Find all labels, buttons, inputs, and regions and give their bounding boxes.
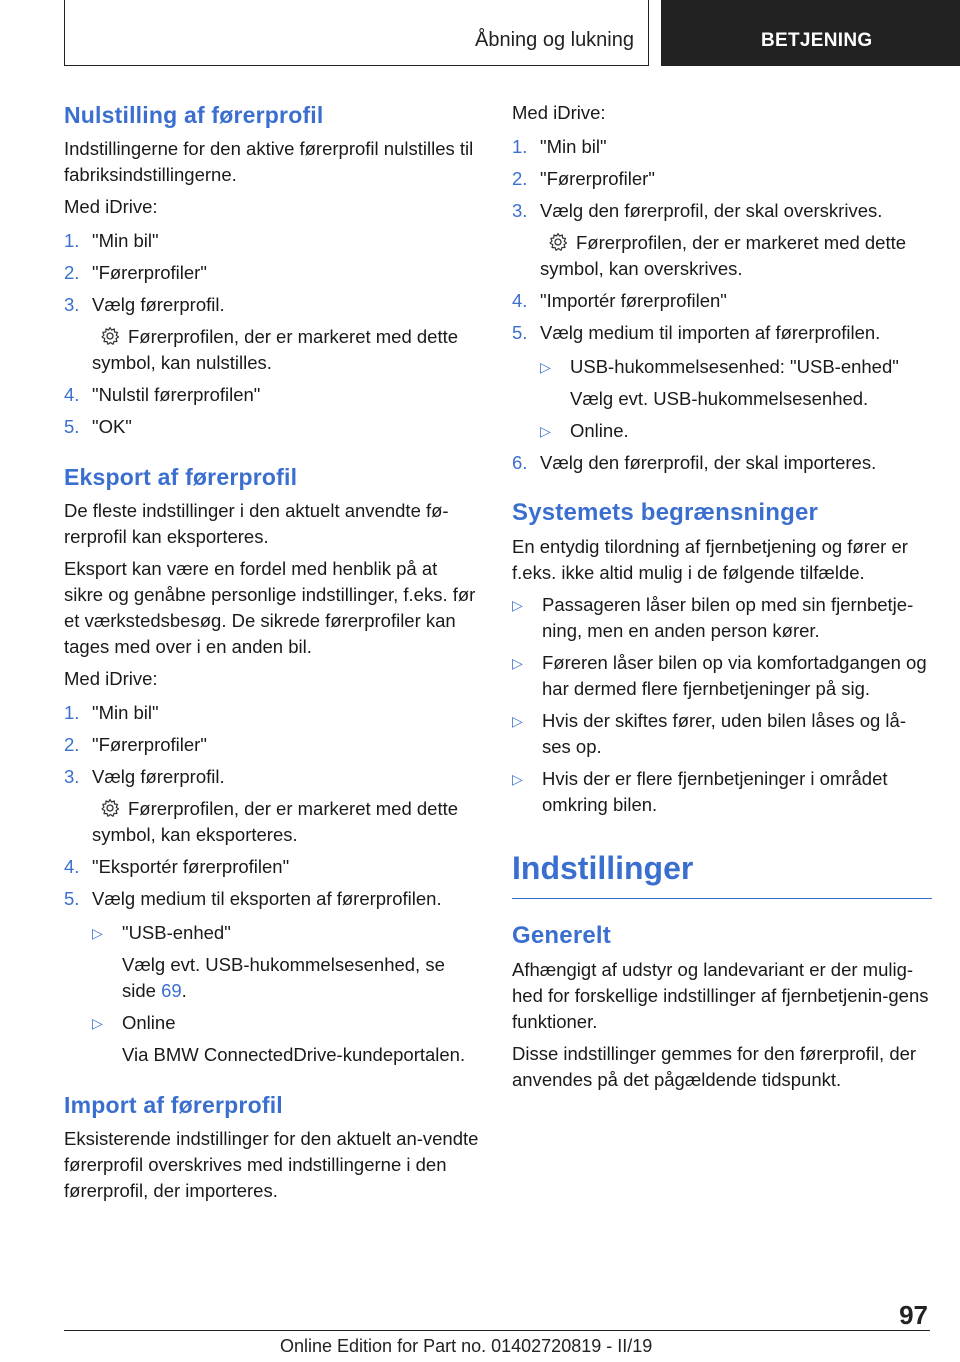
list-item: 3. Vælg førerprofil. xyxy=(64,766,225,787)
export-steps xyxy=(64,700,480,790)
export-idrive-label: Med iDrive: xyxy=(64,668,158,689)
export-note: Førerprofilen, der er markeret med dette symbol, kan eksporteres. xyxy=(92,798,459,845)
heading-export-profile: Eksport af førerprofil xyxy=(64,464,298,490)
list-item: 4. "Nulstil førerprofilen" xyxy=(64,384,261,405)
list-item: ▷ Online Via BMW ConnectedDrive-kundeportalen. xyxy=(92,1012,466,1065)
list-item: 3. Vælg førerprofil. xyxy=(64,294,225,315)
list-item: 6. Vælg den førerprofil, der skal importeres. xyxy=(512,452,877,473)
page-link[interactable]: 69 xyxy=(161,980,182,1001)
general-paragraph-1: Afhængigt af udstyr og landevariant er der mulig-hed for forskellige indstillinger af fjernbetjenin-gens funktioner. xyxy=(512,959,929,1032)
left-column xyxy=(64,100,480,1204)
header-section-title: Åbning og lukning xyxy=(474,29,634,51)
header-chapter-box xyxy=(661,0,960,66)
export-intro: De fleste indstillinger i den aktuelt anvendte fø-rerprofil kan eksporteres. xyxy=(64,500,449,547)
footer-divider xyxy=(64,1330,930,1331)
export-details: Eksport kan være en fordel med henblik på at sikre og genåbne personlige indstillinger, f.eks. før et værkstedsbesøg. De sikrede førerprofiler kan tages med over i en anden bil. xyxy=(64,558,476,657)
header-section-box xyxy=(64,0,649,66)
export-steps-continued xyxy=(64,854,480,1068)
list-item: 2. "Førerprofiler" xyxy=(64,734,207,755)
list-item: 1. "Min bil" xyxy=(64,702,159,723)
list-item: 1. "Min bil" xyxy=(512,136,607,157)
import-idrive-label: Med iDrive: xyxy=(512,102,606,123)
reset-note: Førerprofilen, der er markeret med dette symbol, kan nulstilles. xyxy=(92,326,459,373)
list-item: 1. "Min bil" xyxy=(64,230,159,251)
list-item: 4. "Eksportér førerprofilen" xyxy=(64,856,290,877)
list-item: 3. Vælg den førerprofil, der skal overskrives. xyxy=(512,200,883,221)
list-item: ▷ Hvis der skiftes fører, uden bilen låses og lå-ses op. xyxy=(512,710,906,757)
reset-intro: Indstillingerne for den aktive førerprofil nulstilles til fabriksindstillingerne. xyxy=(64,138,474,185)
list-item: 2. "Førerprofiler" xyxy=(64,262,207,283)
gear-icon xyxy=(100,326,120,346)
list-item: 2. "Førerprofiler" xyxy=(512,168,655,189)
heading-reset-profile: Nulstilling af førerprofil xyxy=(64,102,324,128)
list-item: 5. Vælg medium til importen af førerprofilen. ▷ USB-hukommelsesenhed: "USB-enhed" Vælg evt. USB-hukommelsesenhed. ▷ Online. xyxy=(512,320,932,444)
list-item: ▷ Online. xyxy=(540,420,629,441)
import-note: Førerprofilen, der er markeret med dette symbol, kan overskrives. xyxy=(540,232,907,279)
list-item: ▷ Passageren låser bilen op med sin fjernbetje-ning, men en anden person kører. xyxy=(512,594,914,641)
reset-steps xyxy=(64,228,480,318)
heading-system-limits: Systemets begrænsninger xyxy=(512,499,819,526)
heading-settings: Indstillinger xyxy=(512,846,932,899)
list-item: ▷ Føreren låser bilen op via komfortadgangen og har dermed flere fjernbetjeninger på sig. xyxy=(512,652,927,699)
limits-intro: En entydig tilordning af fjernbetjening og fører er f.eks. ikke altid mulig i de følgende tilfælde. xyxy=(512,536,908,583)
gear-icon xyxy=(100,798,120,818)
limits-list xyxy=(512,592,932,818)
import-steps-continued xyxy=(512,288,932,476)
list-item: ▷ "USB-enhed" Vælg evt. USB-hukommelsesenhed, se side 69. xyxy=(92,922,445,1001)
list-item: 4. "Importér førerprofilen" xyxy=(512,290,727,311)
right-column xyxy=(512,100,932,1093)
list-item: 5. "OK" xyxy=(64,416,132,437)
list-item: 5. Vælg medium til eksporten af førerprofilen. ▷ "USB-enhed" Vælg evt. USB-hukommelsesenhed, se side 69. ▷ Online Via BMW ConnectedDrive-kundeportalen. xyxy=(64,886,480,1068)
export-media-options xyxy=(64,920,480,1068)
heading-import-profile: Import af førerprofil xyxy=(64,1092,283,1118)
header-chapter-title: BETJENING xyxy=(761,30,873,51)
reset-idrive-label: Med iDrive: xyxy=(64,196,158,217)
import-media-options xyxy=(540,354,932,444)
list-item: ▷ Hvis der er flere fjernbetjeninger i området omkring bilen. xyxy=(512,768,888,815)
page-number: 97 xyxy=(899,1300,928,1330)
heading-general: Generelt xyxy=(512,922,611,949)
import-steps xyxy=(512,134,932,224)
reset-steps-continued xyxy=(64,382,480,440)
footer-edition: Online Edition for Part no. 01402720819 - II/19 xyxy=(280,1336,653,1356)
gear-icon xyxy=(548,232,568,252)
import-intro: Eksisterende indstillinger for den aktuelt an-vendte førerprofil overskrives med indstillingerne i den førerprofil, der importeres. xyxy=(64,1128,479,1201)
list-item: ▷ USB-hukommelsesenhed: "USB-enhed" Vælg evt. USB-hukommelsesenhed. xyxy=(540,356,899,409)
general-paragraph-2: Disse indstillinger gemmes for den førerprofil, der anvendes på det pågældende tidspunkt. xyxy=(512,1043,917,1090)
